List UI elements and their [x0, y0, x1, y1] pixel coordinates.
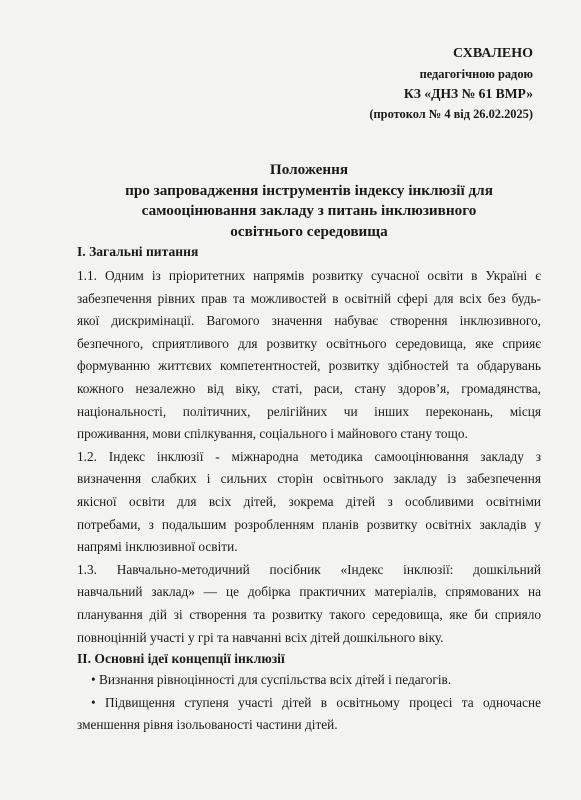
text-line: проживання, мови спілкування, соціального і майнового стану тощо. [77, 426, 468, 442]
text-line: • Визнання рівноцінності для суспільства всіх дітей і педагогів. [91, 672, 452, 688]
title-line-4: освітнього середовища [230, 222, 388, 240]
text-line: якісної освіти для всіх дітей, зокрема дітей з особливими освітніми [77, 493, 541, 509]
section-2-heading: II. Основні ідеї концепції інклюзії [77, 651, 285, 667]
text-line: формуванню життєвих компетентностей, розвитку здібностей та обдарувань [77, 358, 541, 374]
title-line-1: Положення [269, 161, 349, 178]
text-line: кожного незалежно від віку, статі, раси, стану здоров’я, громадянства, [77, 380, 541, 396]
text-line: зменшення рівня ізольованості частини дітей. [77, 717, 338, 733]
bullet-item-2 [77, 692, 541, 737]
text-line: планування дій зі створення та розвитку такого середовища, яке би сприяло [77, 606, 541, 622]
text-line: 1.1. Одним із пріоритетних напрямів розвитку сучасної освіти в Україні є [77, 268, 541, 283]
text-line: повноцінній участі у грі та навчанні всіх дітей дошкільного віку. [77, 629, 444, 645]
text-line: якої дискримінації. Вагомого значення набуває створення інклюзивного, [77, 313, 541, 329]
title-line-2: про запровадження інструментів індексу інклюзії для [125, 181, 493, 199]
text-line: 1.2. Індекс інклюзії - міжнародна методика самооцінювання закладу з [77, 448, 541, 464]
document-title [77, 160, 541, 242]
text-line: національності, політичних, релігійних чи інших переконань, місця [77, 403, 541, 419]
approval-line-4: (протокол № 4 від 26.02.2025) [369, 107, 533, 121]
approval-stamp [77, 44, 533, 124]
text-line: визначення слабких і сильних сторін освітнього закладу із забезпечення [77, 471, 541, 487]
paragraph-1-2 [77, 446, 541, 559]
text-line: 1.3. Навчально-методичний посібник «Індекс інклюзії: дошкільний [77, 561, 541, 577]
bullet-item-1 [77, 669, 541, 692]
paragraph-1-1 [77, 265, 541, 446]
title-line-3: самооцінювання закладу з питань інклюзивного [141, 202, 477, 219]
approval-line-1: СХВАЛЕНО [453, 46, 533, 61]
section-1-heading: I. Загальні питання [77, 244, 199, 259]
text-line: напрямі інклюзивної освіти. [77, 539, 238, 555]
text-line: безпечного, сприятливого для розвитку освітнього середовища, яке сприяє [77, 335, 541, 351]
text-line: потребами, з подальшим розробленням планів розвитку освітніх закладів у [77, 516, 541, 532]
approval-line-2: педагогічною радою [419, 67, 533, 81]
text-line: забезпечення рівних прав та можливостей в освітній сфері для всіх без будь- [77, 290, 541, 306]
text-line: • Підвищення ступеня участі дітей в освітньому процесі та одночасне [91, 694, 541, 710]
paragraph-1-3 [77, 559, 541, 649]
text-line: навчальний заклад» — це добірка практичних матеріалів, спрямованих на [77, 584, 541, 600]
approval-line-3: КЗ «ДНЗ № 61 ВМР» [403, 86, 533, 101]
